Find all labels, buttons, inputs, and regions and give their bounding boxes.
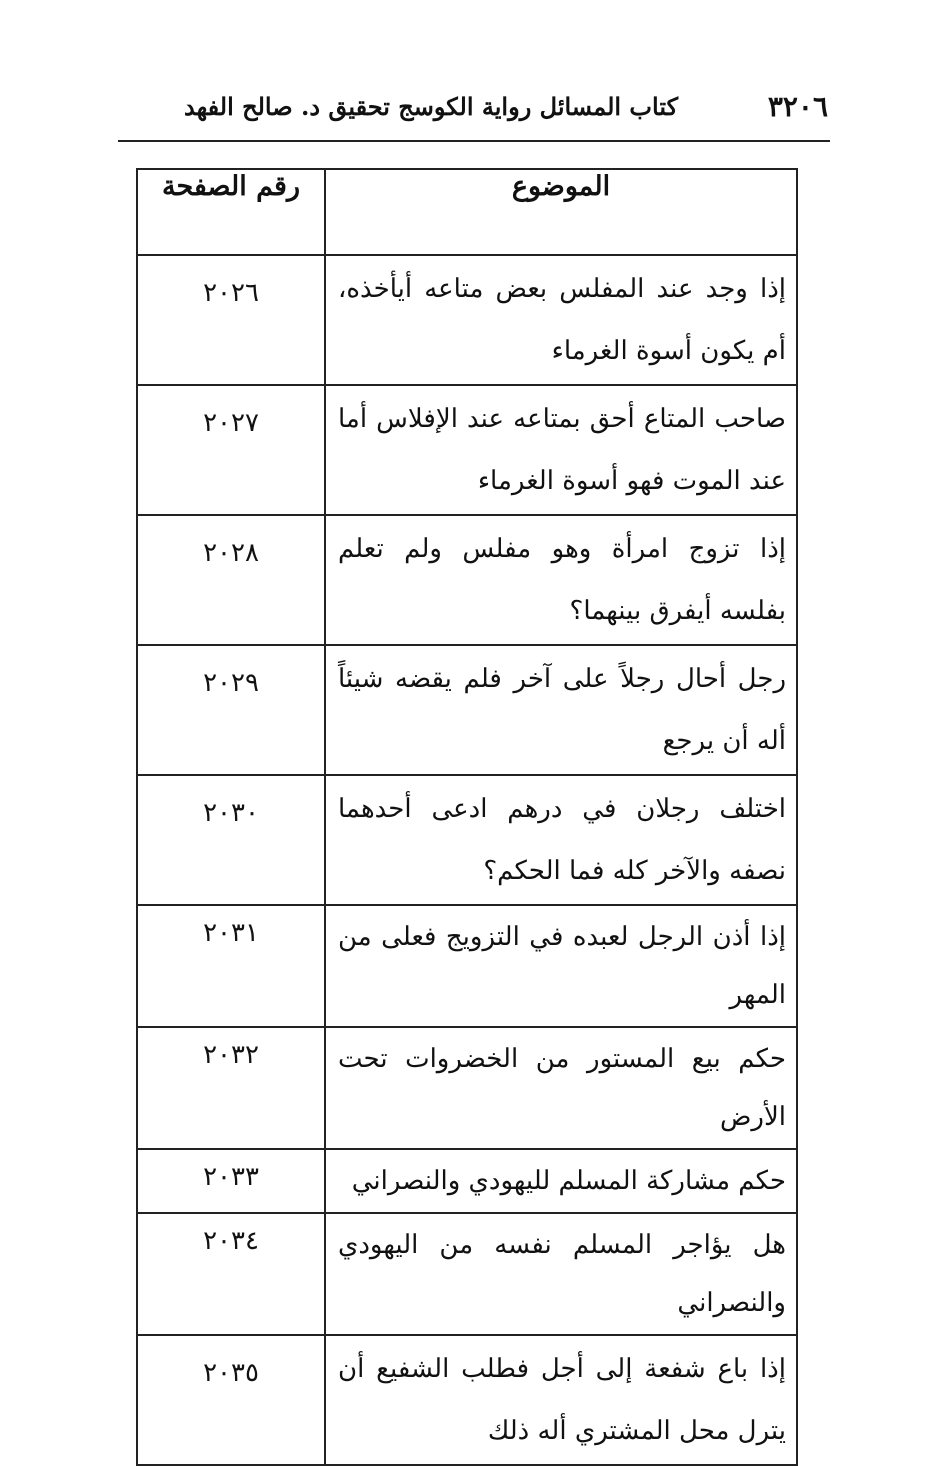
topic-cell: إذا باع شفعة إلى أجل فطلب الشفيع أن يترل محل المشتري أله ذلك xyxy=(325,1335,797,1465)
header-rule xyxy=(118,140,830,142)
page-number-cell: ٢٠٢٨ xyxy=(137,515,325,645)
table-row xyxy=(137,905,797,1027)
table-row xyxy=(137,1213,797,1335)
table-row xyxy=(137,1027,797,1149)
book-title: كتاب المسائل رواية الكوسج تحقيق د. صالح الفهد xyxy=(183,92,678,121)
topic-cell: صاحب المتاع أحق بمتاعه عند الإفلاس أما عند الموت فهو أسوة الغرماء xyxy=(325,385,797,515)
table-row xyxy=(137,515,797,645)
page-number-cell: ٢٠٣٢ xyxy=(137,1027,325,1149)
topic-cell: إذا تزوج امرأة وهو مفلس ولم تعلم بفلسه أيفرق بينهما؟ xyxy=(325,515,797,645)
topic-cell: حكم بيع المستور من الخضروات تحت الأرض xyxy=(325,1027,797,1149)
page-number-cell: ٢٠٣٠ xyxy=(137,775,325,905)
column-header-page-number: رقم الصفحة xyxy=(137,169,325,255)
topic-cell: إذا أذن الرجل لعبده في التزويج فعلى من المهر xyxy=(325,905,797,1027)
page-number-cell: ٢٠٢٧ xyxy=(137,385,325,515)
page-number-cell: ٢٠٢٩ xyxy=(137,645,325,775)
page-number: ٣٢٠٦ xyxy=(767,90,828,123)
page-number-cell: ٢٠٢٦ xyxy=(137,255,325,385)
page-header xyxy=(118,88,828,138)
page-number-cell: ٢٠٣٤ xyxy=(137,1213,325,1335)
page-number-cell: ٢٠٣١ xyxy=(137,905,325,1027)
topic-cell: رجل أحال رجلاً على آخر فلم يقضه شيئاً أله أن يرجع xyxy=(325,645,797,775)
page-number-cell: ٢٠٣٥ xyxy=(137,1335,325,1465)
topic-cell: اختلف رجلان في درهم ادعى أحدهما نصفه والآخر كله فما الحكم؟ xyxy=(325,775,797,905)
table-header-row xyxy=(137,169,797,255)
table-row xyxy=(137,385,797,515)
table-row xyxy=(137,775,797,905)
column-header-topic: الموضوع xyxy=(325,169,797,255)
topic-cell: هل يؤاجر المسلم نفسه من اليهودي والنصراني xyxy=(325,1213,797,1335)
table-row xyxy=(137,645,797,775)
table-row xyxy=(137,255,797,385)
table-row xyxy=(137,1149,797,1213)
topic-index-table xyxy=(136,168,798,1466)
page-number-cell: ٢٠٣٣ xyxy=(137,1149,325,1213)
table-row xyxy=(137,1335,797,1465)
topic-cell: إذا وجد عند المفلس بعض متاعه أيأخذه، أم يكون أسوة الغرماء xyxy=(325,255,797,385)
topic-cell: حكم مشاركة المسلم لليهودي والنصراني xyxy=(325,1149,797,1213)
